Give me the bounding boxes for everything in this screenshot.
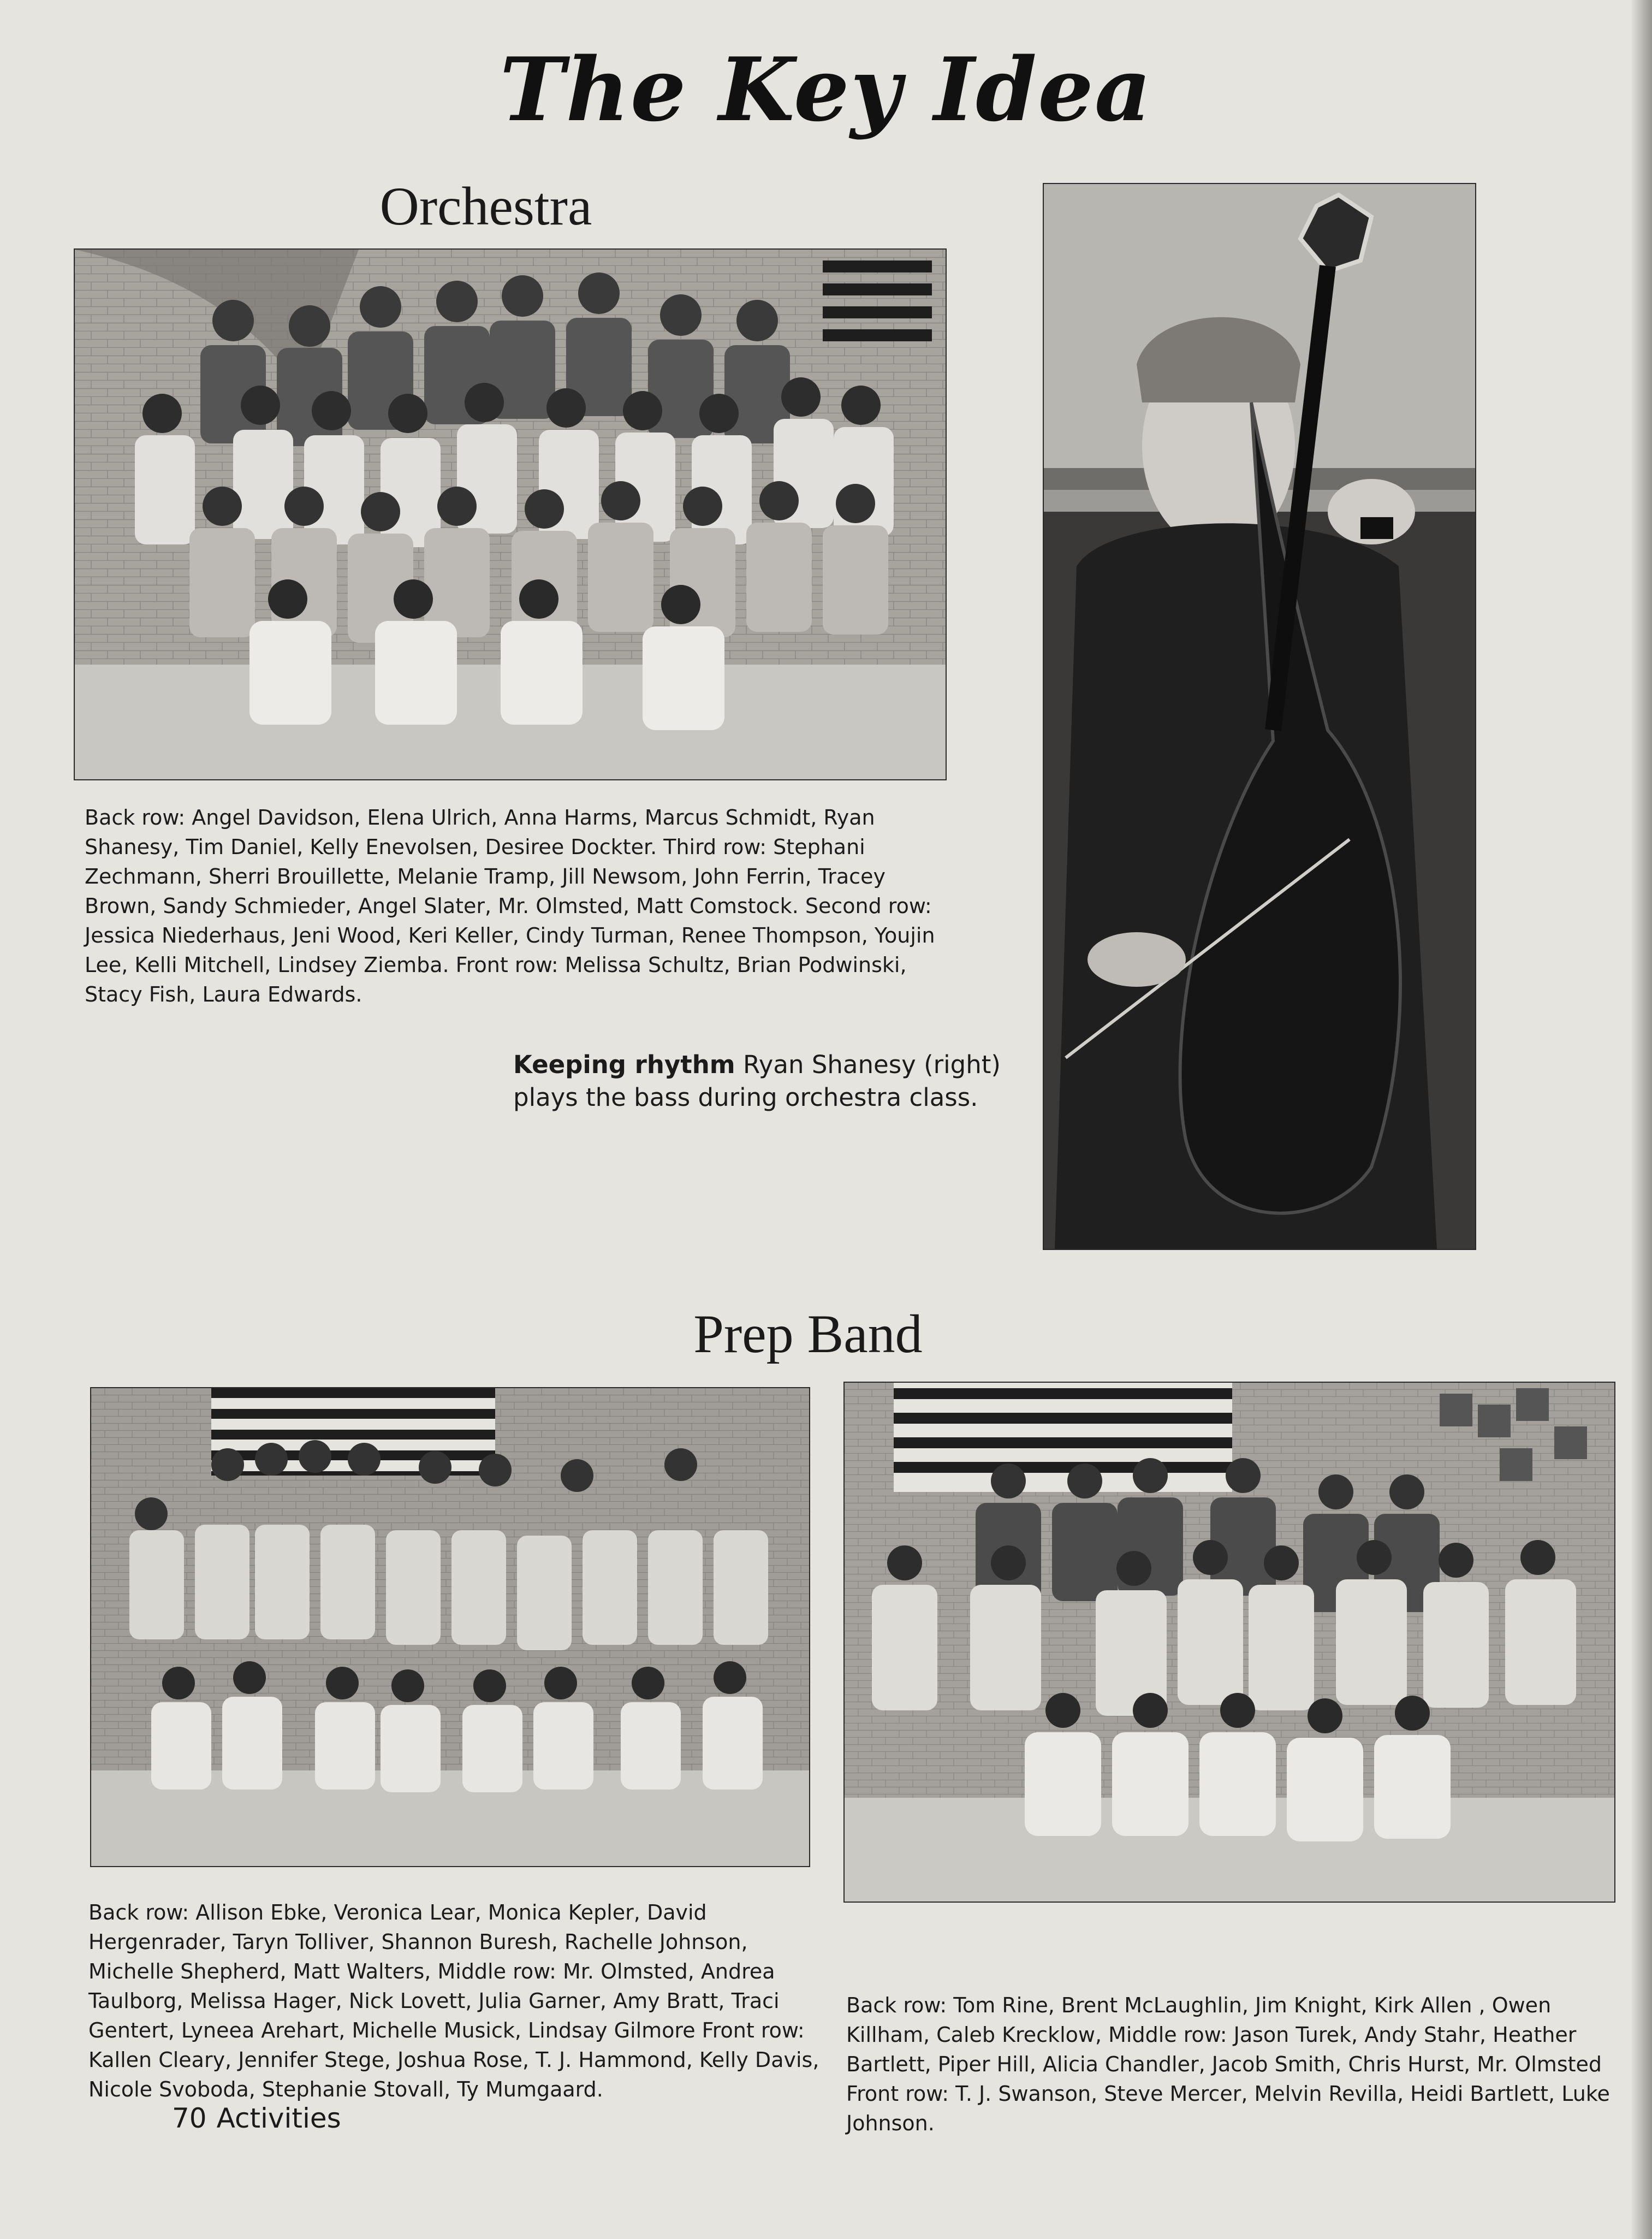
bass-caption-lead: Keeping rhythm <box>513 1050 735 1079</box>
page-folio <box>172 2102 351 2134</box>
page-edge-shadow <box>1630 0 1652 2239</box>
prep-band-photo-left <box>90 1387 810 1867</box>
orchestra-caption: Back row: Angel Davidson, Elena Ulrich, Anna Harms, Marcus Schmidt, Ryan Shanesy, Tim Daniel, Kelly Enevolsen, Desiree Dockter. Third row: Stephani Zechmann, Sherri Brouillette, Melanie Tramp, Jill Newsom, John Ferrin, Tracey Brown, Sandy Schmieder, Angel Slater, Mr. Olmsted, Matt Comstock. Second row: Jessica Niederhaus, Jeni Wood, Keri Keller, Cindy Turman, Renee Thompson, Youjin Lee, Kelli Mitchell, Lindsey Ziemba. Front row: Melissa Schultz, Brian Podwinski, Stacy Fish, Laura Edwards. <box>85 805 935 1006</box>
prep-band-caption-left: Back row: Allison Ebke, Veronica Lear, Monica Kepler, David Hergenrader, Taryn Tolliver, Shannon Buresh, Rachelle Johnson, Michelle Shepherd, Matt Walters, Middle row: Mr. Olmsted, Andrea Taulborg, Melissa Hager, Nick Lovett, Julia Garner, Amy Bratt, Traci Gentert, Lyneea Arehart, Michelle Musick, Lindsay Gilmore Front row: Kallen Cleary, Jennifer Stege, Joshua Rose, T. J. Hammond, Kelly Davis, Nicole Svoboda, Stephanie Stovall, Ty Mumgaard. <box>88 1900 819 2101</box>
bass-photo-caption <box>513 1049 1026 1114</box>
orchestra-heading: Orchestra <box>379 176 592 236</box>
prep-band-heading: Prep Band <box>693 1304 923 1364</box>
page-number: 70 <box>172 2102 207 2134</box>
bass-player-photo <box>1043 183 1476 1250</box>
page-title: The Key Idea <box>500 38 1152 141</box>
prep-band-caption-right: Back row: Tom Rine, Brent McLaughlin, Jim Knight, Kirk Allen , Owen Killham, Caleb Krecklow, Middle row: Jason Turek, Andy Stahr, Heather Bartlett, Piper Hill, Alicia Chandler, Jacob Smith, Chris Hurst, Mr. Olmsted Front row: T. J. Swanson, Steve Mercer, Melvin Revilla, Heidi Bartlett, Luke Johnson. <box>846 1993 1610 2135</box>
orchestra-group-photo <box>74 248 947 780</box>
prep-band-photo-right <box>843 1382 1615 1903</box>
bass-caption-text: Ryan Shanesy (right) plays the bass during orchestra class. <box>513 1050 1001 1112</box>
section-name: Activities <box>216 2102 341 2134</box>
